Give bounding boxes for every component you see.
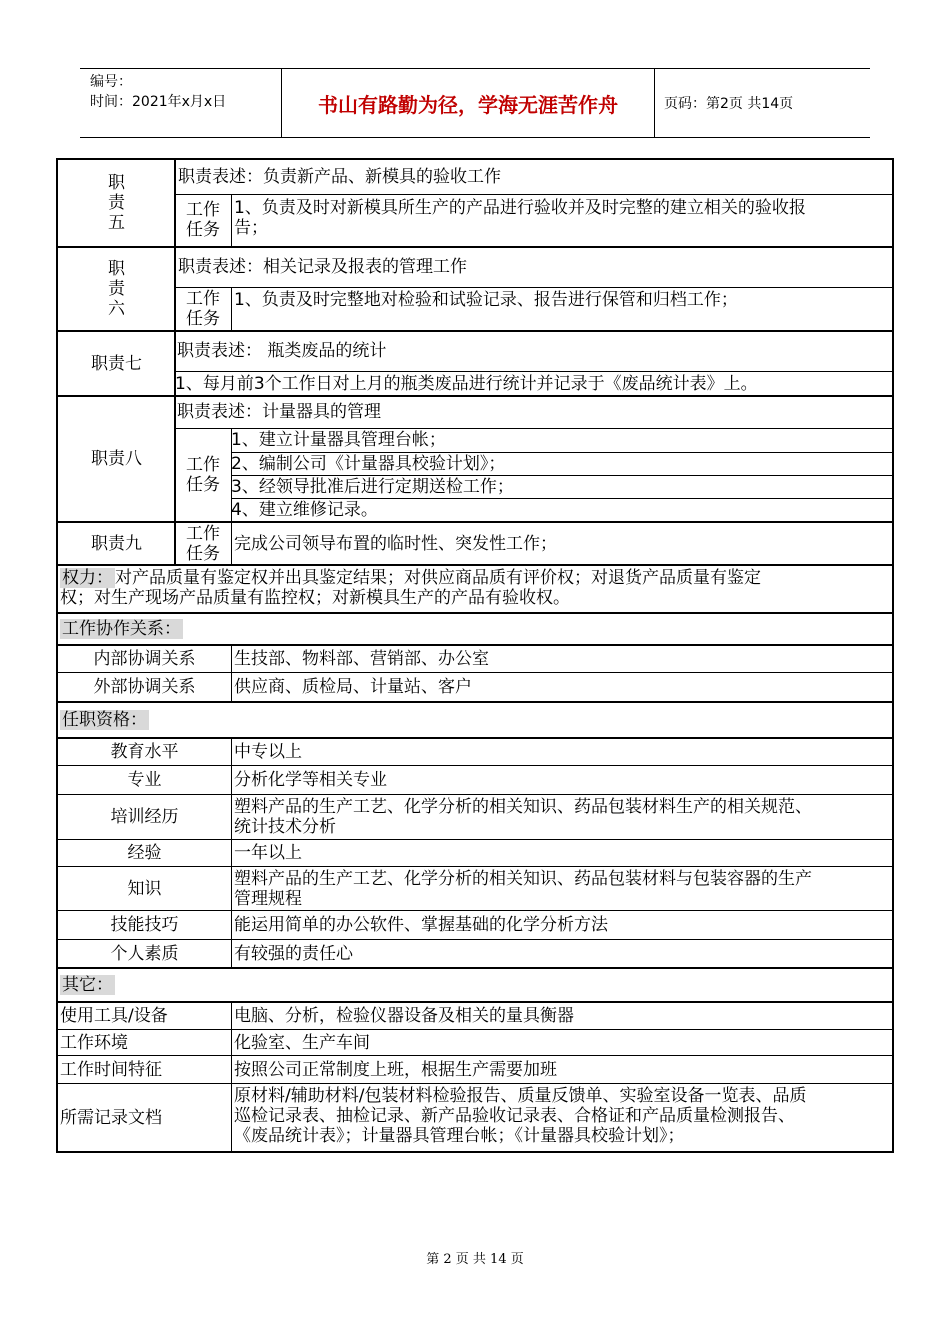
- other-value: 化验室、生产车间: [234, 1032, 370, 1053]
- qual-value: 中专以上: [234, 741, 302, 762]
- grid-line: [231, 738, 232, 968]
- duty-5-task-line: 告；: [234, 218, 268, 238]
- qual-key: 技能技巧: [110, 915, 179, 935]
- other-value: 按照公司正常制度上班，根据生产需要加班: [234, 1059, 557, 1080]
- duty-5-task-line: 1、负责及时对新模具所生产的产品进行验收并及时完整的建立相关的验收报: [234, 198, 806, 218]
- authority-label: 权力：: [62, 568, 113, 588]
- duty-6-name-char: 责: [108, 279, 125, 299]
- authority-line: 权；对生产现场产品质量有监控权；对新模具生产的产品有验收权。: [60, 588, 570, 608]
- duty-8-task-item: 4、建立维修记录。: [231, 500, 378, 520]
- grid-line: [58, 1055, 892, 1056]
- authority-section: [58, 568, 892, 612]
- grid-line: [231, 1002, 232, 1151]
- duty-5-task: [231, 198, 892, 246]
- duty-5-name-char: 职: [108, 173, 125, 193]
- coop-key: 内部协调关系: [93, 648, 196, 669]
- grid-line: [58, 246, 892, 248]
- duty-6-name-char: 六: [108, 299, 125, 319]
- grid-line: [231, 287, 232, 331]
- task-label-line: 工作: [186, 455, 220, 475]
- duty-5-name-char: 五: [108, 213, 125, 233]
- duty-9-task-label: [175, 522, 231, 565]
- coop-key: 外部协调关系: [93, 677, 196, 697]
- grid-line: [175, 287, 892, 288]
- grid-line: [58, 794, 892, 795]
- grid-line: [58, 672, 892, 673]
- grid-line: [58, 1083, 892, 1084]
- qual-value-line: 塑料产品的生产工艺、化学分析的相关知识、药品包装材料与包装容器的生产: [234, 869, 812, 889]
- other-heading: [58, 968, 892, 1001]
- duty-6-name: [58, 247, 175, 331]
- header-meta: [80, 69, 282, 137]
- job-description-table: [56, 158, 894, 1153]
- page-footer: 第 2 页 共 14 页: [426, 1252, 524, 1267]
- coop-value: 供应商、质检局、计量站、客户: [234, 677, 472, 697]
- grid-line: [231, 194, 232, 247]
- coop-value: 生技部、物料部、营销部、办公室: [234, 648, 489, 669]
- duty-8-task-item: 3、经领导批准后进行定期送检工作；: [231, 476, 514, 497]
- duty-7-task: 1、每月前3个工作日对上月的瓶类废品进行统计并记录于《废品统计表》上。: [175, 373, 758, 394]
- other-value-line: 原材料/辅助材料/包装材料检验报告、质量反馈单、实验室设备一览表、品质: [234, 1086, 807, 1106]
- duty-6-task: 1、负责及时完整地对检验和试验记录、报告进行保管和归档工作；: [234, 290, 738, 310]
- grid-line: [58, 701, 892, 703]
- task-label-line: 工作: [186, 200, 220, 220]
- duty-9-name: 职责九: [91, 533, 142, 554]
- grid-line: [58, 839, 892, 840]
- grid-line: [58, 330, 892, 332]
- grid-line: [58, 967, 892, 969]
- duty-8-statement: 职责表述：计量器具的管理: [177, 402, 381, 422]
- grid-line: [174, 160, 176, 565]
- grid-line: [175, 371, 892, 372]
- header-motto: 书山有路勤为径，学海无涯苦作舟: [282, 69, 655, 137]
- other-key: 使用工具/设备: [60, 1005, 168, 1026]
- qual-value: 一年以上: [234, 843, 302, 863]
- qual-value-line: 塑料产品的生产工艺、化学分析的相关知识、药品包装材料生产的相关规范、: [234, 797, 812, 817]
- qual-value: 分析化学等相关专业: [234, 770, 387, 790]
- grid-line: [58, 395, 892, 397]
- authority-line: 对产品质量有鉴定权并出具鉴定结果；对供应商品质有评价权；对退货产品质量有鉴定: [115, 568, 761, 588]
- duty-7-statement: 职责表述： 瓶类废品的统计: [177, 341, 387, 361]
- grid-line: [58, 765, 892, 766]
- task-label-line: 任务: [186, 543, 220, 564]
- grid-line: [231, 452, 892, 453]
- qual-key: 经验: [127, 843, 162, 863]
- qual-key: 专业: [127, 770, 162, 790]
- duty-5-name: [58, 160, 175, 246]
- grid-line: [175, 428, 892, 429]
- grid-line: [58, 564, 892, 566]
- document-number-label: 编号：: [90, 74, 132, 90]
- other-key: 工作环境: [60, 1032, 128, 1053]
- duty-5-statement: 职责表述：负责新产品、新模具的验收工作: [178, 167, 501, 187]
- qual-value: 有较强的责任心: [234, 943, 353, 964]
- grid-line: [58, 910, 892, 911]
- duty-8-task-item: 1、建立计量器具管理台帐；: [231, 430, 446, 450]
- other-key: 工作时间特征: [60, 1059, 162, 1080]
- grid-line: [58, 866, 892, 867]
- other-key: 所需记录文档: [60, 1107, 162, 1128]
- other-value: 电脑、分析，检验仪器设备及相关的量具衡器: [234, 1005, 574, 1026]
- grid-line: [58, 737, 892, 739]
- other-label: 其它：: [62, 974, 113, 995]
- qual-value-line: 管理规程: [234, 889, 302, 909]
- task-label-line: 工作: [186, 289, 220, 309]
- grid-line: [58, 1001, 892, 1003]
- document-time-label: 时间：2021年x月x日: [90, 94, 227, 110]
- qualification-heading: [58, 702, 892, 737]
- duty-5-name-char: 责: [108, 193, 125, 213]
- duty-8-name: 职责八: [91, 449, 142, 469]
- duty-5-task-label: [175, 194, 231, 246]
- grid-line: [58, 939, 892, 940]
- qual-key: 培训经历: [110, 807, 179, 827]
- qual-key: 知识: [127, 878, 162, 899]
- duty-6-name-char: 职: [108, 259, 125, 279]
- duty-6-task-label: [175, 287, 231, 331]
- other-value-line: 《废品统计表》；计量器具管理台帐；《计量器具校验计划》；: [234, 1126, 685, 1146]
- task-label-line: 任务: [186, 309, 220, 329]
- grid-line: [58, 612, 892, 614]
- cooperation-label: 工作协作关系：: [62, 618, 181, 639]
- duty-7-name: 职责七: [91, 353, 142, 374]
- grid-line: [231, 475, 892, 476]
- grid-line: [231, 498, 892, 499]
- other-value: [231, 1086, 892, 1151]
- qual-value-line: 统计技术分析: [234, 817, 336, 837]
- qual-key: 个人素质: [110, 943, 179, 964]
- header-page-number: 页码：第2页 共14页: [664, 96, 794, 112]
- duty-6-statement: 职责表述：相关记录及报表的管理工作: [178, 257, 467, 277]
- grid-line: [231, 428, 232, 565]
- duty-8-task-label: [175, 428, 231, 522]
- qual-value: [231, 797, 892, 839]
- grid-line: [58, 644, 892, 646]
- other-value-line: 巡检记录表、抽检记录、新产品验收记录表、合格证和产品质量检测报告、: [234, 1106, 795, 1126]
- cooperation-heading: [58, 613, 892, 644]
- grid-line: [175, 194, 892, 195]
- qualification-label: 任职资格：: [62, 709, 147, 730]
- task-label-line: 任务: [186, 475, 220, 495]
- task-label-line: 任务: [186, 220, 220, 240]
- grid-line: [58, 521, 892, 523]
- grid-line: [231, 645, 232, 702]
- grid-line: [58, 1029, 892, 1030]
- qual-key: 教育水平: [110, 741, 179, 762]
- qual-value: 能运用简单的办公软件、掌握基础的化学分析方法: [234, 915, 608, 935]
- page-header: [80, 68, 870, 138]
- duty-9-task: 完成公司领导布置的临时性、突发性工作；: [234, 533, 557, 554]
- qual-value: [231, 869, 892, 910]
- duty-8-task-item: 2、编制公司《计量器具校验计划》；: [231, 453, 506, 474]
- task-label-line: 工作: [186, 523, 220, 544]
